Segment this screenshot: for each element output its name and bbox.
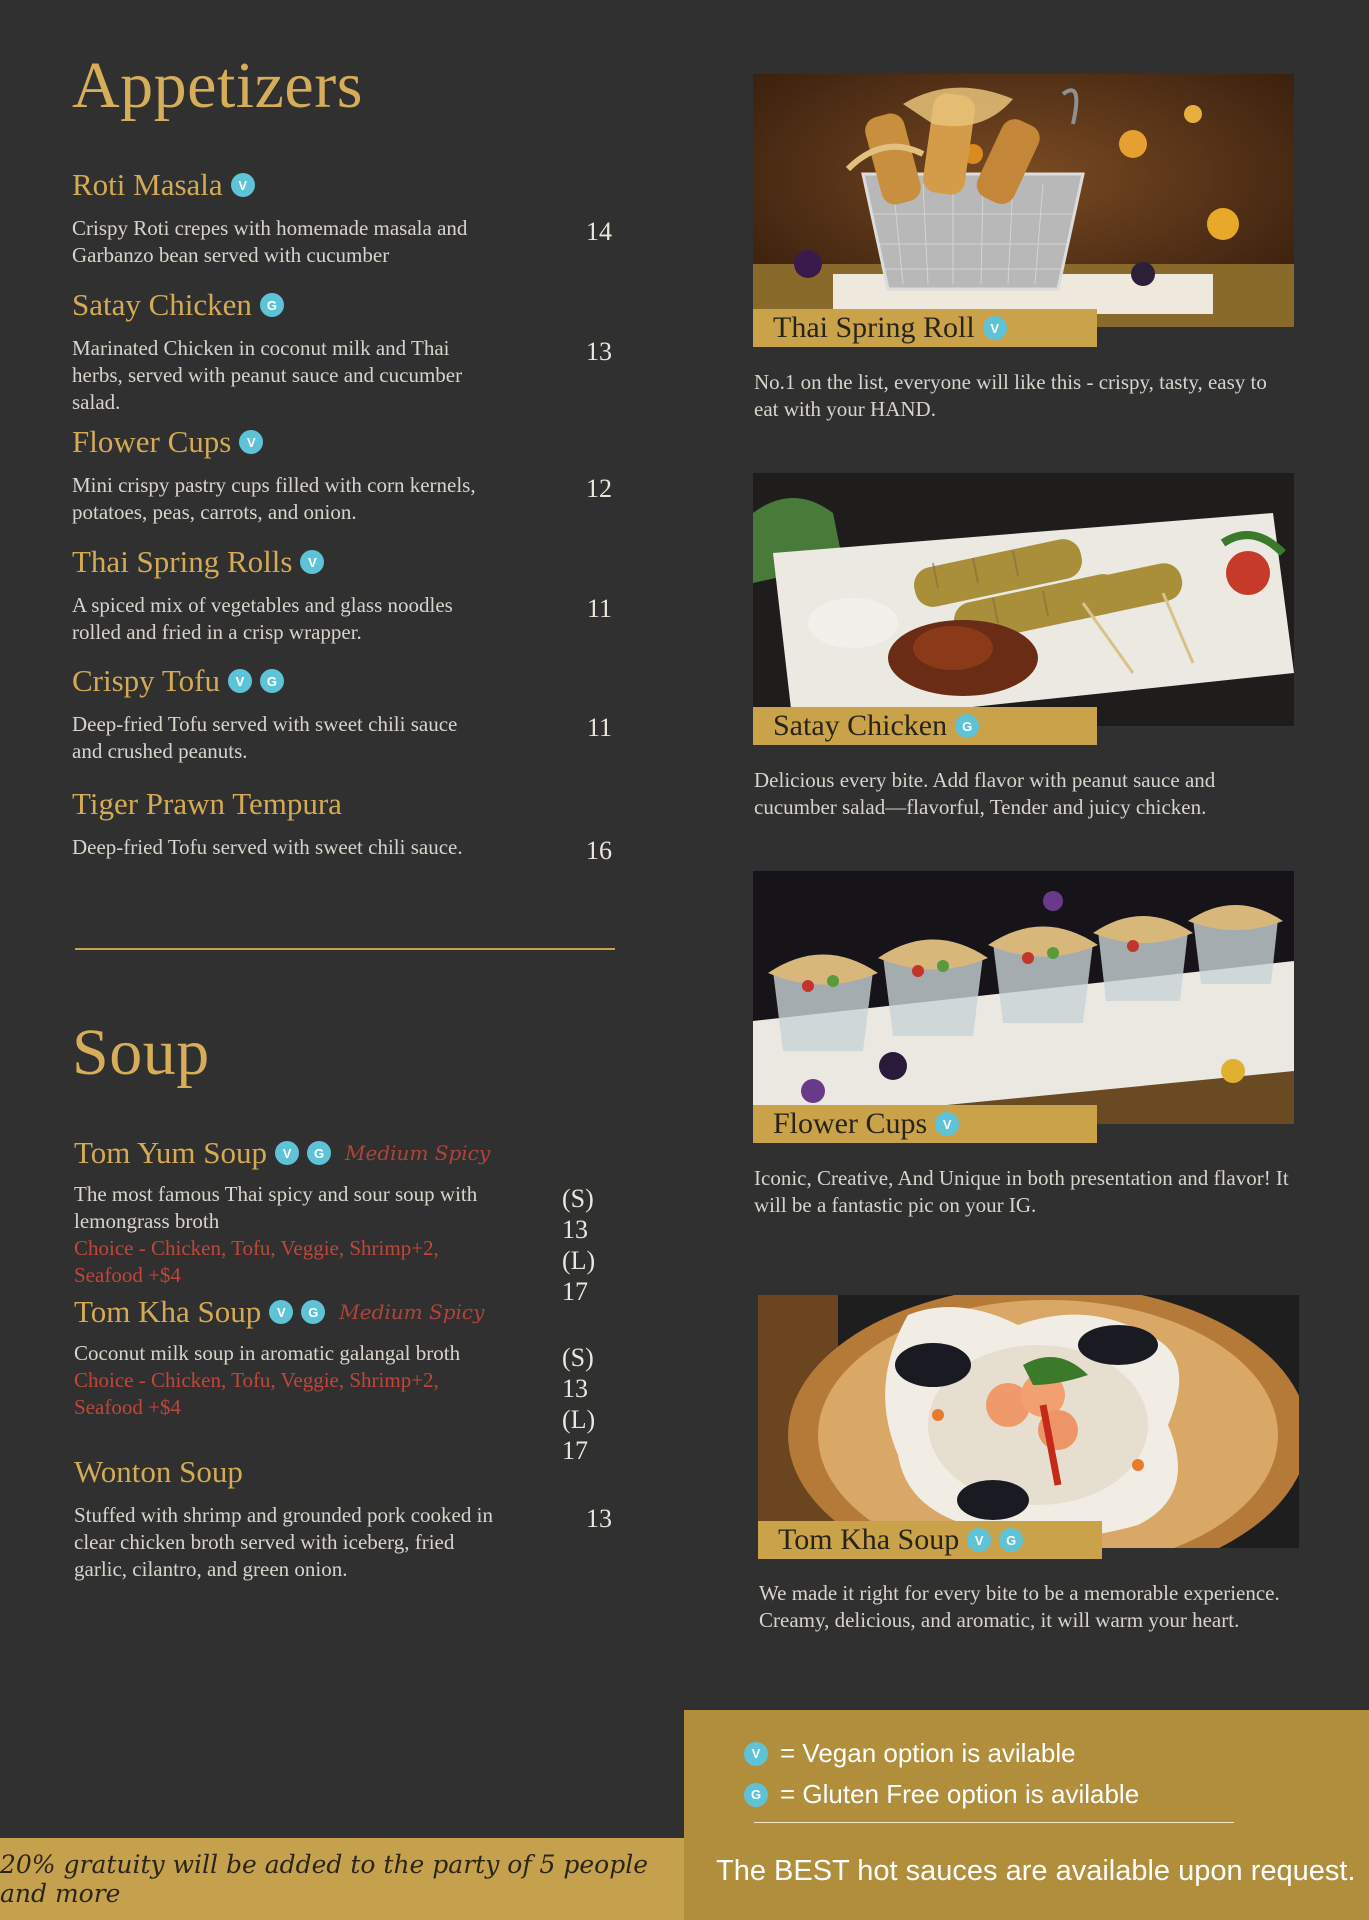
- gluten-free-badge-icon: G: [307, 1141, 331, 1165]
- item-name: Tom Kha Soup: [74, 1294, 262, 1329]
- vegan-badge-icon: V: [300, 550, 324, 574]
- item-name: Tom Yum Soup: [74, 1135, 268, 1170]
- tom-kha-soup-photo: [758, 1295, 1299, 1548]
- item-description: Deep-fried Tofu served with sweet chili sauce.: [72, 835, 463, 859]
- satay-chicken-caption: [753, 707, 1097, 745]
- flower-cups-photo: [753, 871, 1294, 1124]
- flower-cups-description: Iconic, Creative, And Unique in both presentation and flavor! It will be a fantastic pic on your IG.: [754, 1166, 1289, 1217]
- section-divider: [75, 948, 615, 950]
- menu-item-tom-yum-soup: [74, 1133, 614, 1306]
- legend-panel: [684, 1710, 1369, 1920]
- gluten-free-badge-icon: G: [999, 1528, 1023, 1552]
- item-description: Crispy Roti crepes with homemade masala and Garbanzo bean served with cucumber: [72, 216, 468, 267]
- vegan-badge-icon: V: [744, 1742, 768, 1766]
- tom-kha-soup-description: We made it right for every bite to be a memorable experience. Creamy, delicious, and aromatic, it will warm your heart.: [759, 1581, 1280, 1632]
- item-price: 12: [586, 474, 612, 503]
- gratuity-note: 20% gratuity will be added to the party of 5 people and more: [0, 1850, 649, 1908]
- item-description: Stuffed with shrimp and grounded pork cooked in clear chicken broth served with iceberg, fried garlic, cilantro, and green onion.: [74, 1503, 493, 1581]
- tom-kha-soup-caption: [758, 1521, 1102, 1559]
- item-name: Thai Spring Rolls: [72, 544, 293, 579]
- item-description: A spiced mix of vegetables and glass noodles rolled and fried in a crisp wrapper.: [72, 593, 453, 644]
- menu-item-tom-kha-soup: [74, 1292, 614, 1465]
- vegan-badge-icon: V: [228, 669, 252, 693]
- vegan-badge-icon: V: [269, 1300, 293, 1324]
- item-price: 14: [586, 217, 612, 246]
- gratuity-banner: [0, 1838, 684, 1920]
- gluten-free-badge-icon: G: [301, 1300, 325, 1324]
- menu-item-crispy-tofu: [72, 661, 612, 765]
- gluten-free-badge-icon: G: [955, 714, 979, 738]
- item-price: 11: [586, 713, 612, 742]
- gluten-free-legend-text: = Gluten Free option is avilable: [780, 1779, 1140, 1809]
- menu-item-thai-spring-rolls: [72, 542, 612, 646]
- item-description: Coconut milk soup in aromatic galangal broth: [74, 1341, 461, 1365]
- item-name: Flower Cups: [72, 424, 232, 459]
- hot-sauce-note: The BEST hot sauces are available upon request.: [716, 1855, 1356, 1887]
- menu-item-satay-chicken: [72, 285, 612, 416]
- vegan-badge-icon: V: [231, 173, 255, 197]
- caption-text: Thai Spring Roll: [773, 311, 975, 344]
- gluten-free-legend: [744, 1779, 1139, 1810]
- item-price: 13: [586, 1504, 612, 1533]
- item-name: Wonton Soup: [74, 1454, 243, 1489]
- vegan-badge-icon: V: [967, 1528, 991, 1552]
- gluten-free-badge-icon: G: [744, 1783, 768, 1807]
- item-description: The most famous Thai spicy and sour soup with lemongrass broth: [74, 1182, 478, 1233]
- thai-spring-roll-caption: [753, 309, 1097, 347]
- item-name: Crispy Tofu: [72, 663, 220, 698]
- price-large: (L) 17: [562, 1246, 596, 1306]
- caption-text: Flower Cups: [773, 1107, 928, 1140]
- flower-cups-caption: [753, 1105, 1097, 1143]
- satay-chicken-description: Delicious every bite. Add flavor with peanut sauce and cucumber salad—flavorful, Tender and juicy chicken.: [754, 768, 1216, 819]
- appetizers-title: Appetizers: [72, 49, 363, 122]
- vegan-badge-icon: V: [935, 1112, 959, 1136]
- menu-item-tiger-prawn-tempura: [72, 784, 612, 865]
- spicy-level-label: Medium Spicy: [339, 1300, 485, 1324]
- item-price: 16: [586, 836, 612, 865]
- vegan-badge-icon: V: [983, 316, 1007, 340]
- menu-item-roti-masala: [72, 165, 612, 269]
- vegan-badge-icon: V: [275, 1141, 299, 1165]
- gluten-free-badge-icon: G: [260, 293, 284, 317]
- vegan-legend-text: = Vegan option is avilable: [780, 1738, 1076, 1768]
- item-description: Deep-fried Tofu served with sweet chili sauce and crushed peanuts.: [72, 712, 458, 763]
- vegan-badge-icon: V: [239, 430, 263, 454]
- legend-divider: [754, 1822, 1234, 1823]
- item-name: Tiger Prawn Tempura: [72, 786, 342, 821]
- menu-item-wonton-soup: [74, 1452, 614, 1583]
- thai-spring-roll-description: No.1 on the list, everyone will like this - crispy, tasty, easy to eat with your HAND.: [754, 370, 1267, 421]
- gluten-free-badge-icon: G: [260, 669, 284, 693]
- soup-title: Soup: [72, 1016, 210, 1089]
- caption-text: Satay Chicken: [773, 709, 948, 742]
- item-description: Mini crispy pastry cups filled with corn kernels, potatoes, peas, carrots, and onion.: [72, 473, 476, 524]
- item-price: 13: [586, 337, 612, 366]
- satay-chicken-photo: [753, 473, 1294, 726]
- protein-choice-text: Choice - Chicken, Tofu, Veggie, Shrimp+2, Seafood +$4: [74, 1236, 439, 1287]
- spicy-level-label: Medium Spicy: [345, 1141, 491, 1165]
- vegan-legend: [744, 1738, 1076, 1769]
- item-name: Roti Masala: [72, 167, 223, 202]
- menu-item-flower-cups: [72, 422, 612, 526]
- item-price: 11: [586, 594, 612, 623]
- price-large: (L) 17: [562, 1405, 596, 1465]
- thai-spring-roll-photo: [753, 74, 1294, 327]
- caption-text: Tom Kha Soup: [778, 1523, 960, 1556]
- item-name: Satay Chicken: [72, 287, 252, 322]
- price-small: (S) 13: [562, 1184, 594, 1244]
- protein-choice-text: Choice - Chicken, Tofu, Veggie, Shrimp+2, Seafood +$4: [74, 1368, 439, 1419]
- item-description: Marinated Chicken in coconut milk and Thai herbs, served with peanut sauce and cucumber salad.: [72, 336, 463, 414]
- price-small: (S) 13: [562, 1343, 594, 1403]
